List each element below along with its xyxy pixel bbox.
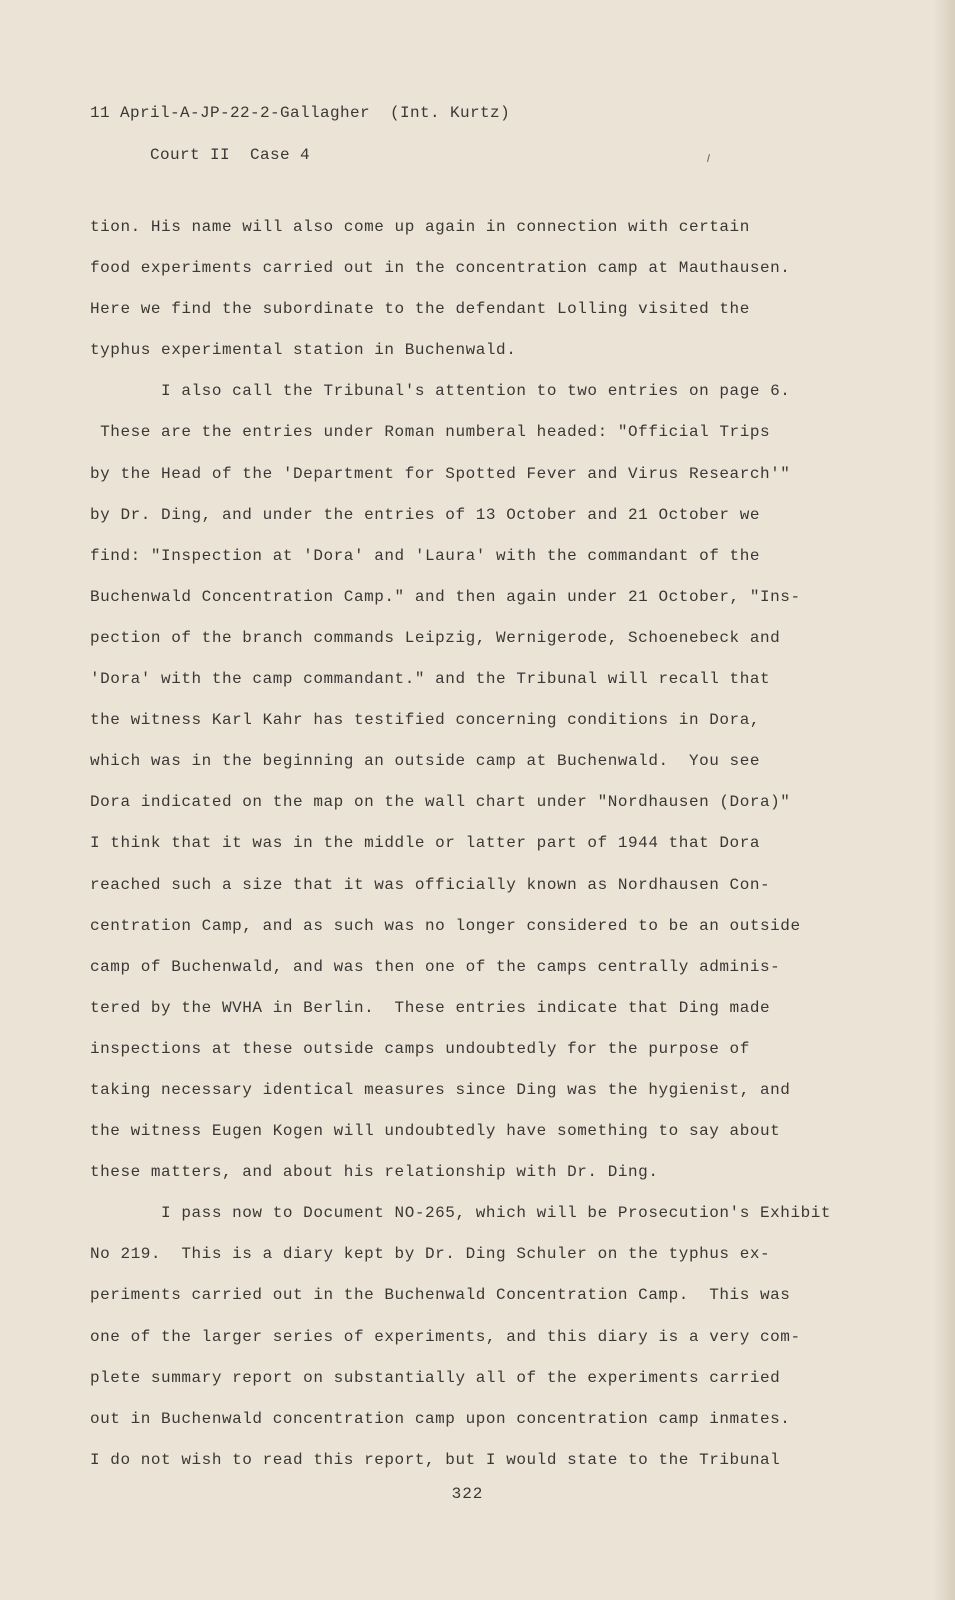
body-line: taking necessary identical measures since Ding was the hygienist, and — [90, 1080, 791, 1099]
body-line: which was in the beginning an outside camp at Buchenwald. You see — [90, 752, 761, 771]
document-reference-header: 11 April-A-JP-22-2-Gallagher (Int. Kurtz) — [90, 104, 511, 122]
court-case-line: Court II Case 4 — [150, 146, 311, 164]
body-line: reached such a size that it was officially known as Nordhausen Con- — [90, 875, 771, 894]
stray-pencil-mark — [707, 154, 710, 162]
body-line: tion. His name will also come up again in connection with certain — [90, 218, 750, 236]
body-line: these matters, and about his relationship with Dr. Ding. — [90, 1163, 659, 1182]
transcript-body — [90, 207, 850, 1481]
body-line: I pass now to Document NO-265, which will be Prosecution's Exhibit — [90, 1204, 832, 1223]
body-line: pection of the branch commands Leipzig, Wernigerode, Schoenebeck and — [90, 628, 781, 647]
page-edge-shadow — [933, 0, 955, 1600]
body-line: I do not wish to read this report, but I would state to the Tribunal — [90, 1450, 781, 1469]
body-line: Buchenwald Concentration Camp." and then again under 21 October, "Ins- — [90, 587, 801, 606]
body-line: These are the entries under Roman numberal headed: "Official Trips — [90, 423, 771, 442]
body-line: Dora indicated on the map on the wall chart under "Nordhausen (Dora)" — [90, 793, 791, 812]
body-line: periments carried out in the Buchenwald Concentration Camp. This was — [90, 1286, 791, 1305]
body-line: I think that it was in the middle or latter part of 1944 that Dora — [90, 834, 761, 853]
body-line: by Dr. Ding, and under the entries of 13 October and 21 October we — [90, 505, 761, 524]
body-line: plete summary report on substantially all of the experiments carried — [90, 1368, 781, 1387]
body-line: inspections at these outside camps undoubtedly for the purpose of — [90, 1039, 750, 1058]
body-line: I also call the Tribunal's attention to two entries on page 6. — [90, 382, 791, 401]
body-line: 'Dora' with the camp commandant." and the Tribunal will recall that — [90, 670, 771, 689]
body-line: typhus experimental station in Buchenwald. — [90, 341, 517, 360]
body-line: the witness Karl Kahr has testified concerning conditions in Dora, — [90, 711, 761, 730]
body-line: No 219. This is a diary kept by Dr. Ding Schuler on the typhus ex- — [90, 1245, 771, 1264]
body-line: the witness Eugen Kogen will undoubtedly have something to say about — [90, 1122, 781, 1141]
body-line: centration Camp, and as such was no longer considered to be an outside — [90, 916, 801, 935]
body-line: tered by the WVHA in Berlin. These entries indicate that Ding made — [90, 998, 771, 1017]
body-line: Here we find the subordinate to the defendant Lolling visited the — [90, 300, 750, 319]
body-line: camp of Buchenwald, and was then one of the camps centrally adminis- — [90, 957, 781, 976]
body-line: one of the larger series of experiments, and this diary is a very com- — [90, 1327, 801, 1346]
page-number: 322 — [451, 1485, 484, 1503]
body-line: find: "Inspection at 'Dora' and 'Laura' with the commandant of the — [90, 546, 761, 565]
body-line: out in Buchenwald concentration camp upon concentration camp inmates. — [90, 1409, 791, 1428]
body-line: food experiments carried out in the concentration camp at Mauthausen. — [90, 259, 791, 278]
body-line: by the Head of the 'Department for Spotted Fever and Virus Research'" — [90, 464, 791, 483]
